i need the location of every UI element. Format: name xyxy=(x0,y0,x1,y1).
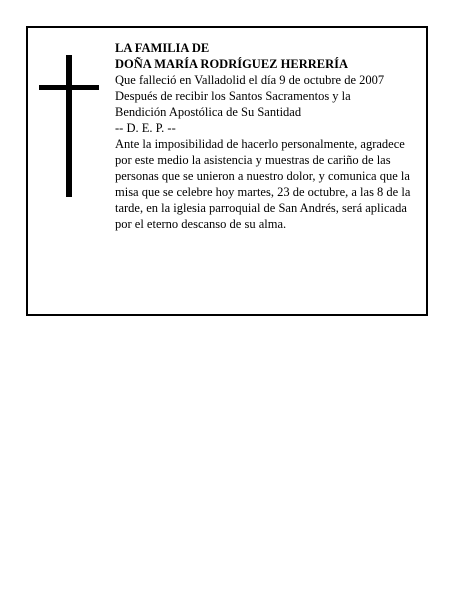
cross-horizontal-bar xyxy=(39,85,99,90)
notice-heading-line-2: DOÑA MARÍA RODRÍGUEZ HERRERÍA xyxy=(115,57,349,71)
latin-cross-icon xyxy=(39,55,99,197)
notice-body: Ante la imposibilidad de hacerlo personalmente, agradece por este medio la asistencia y muestras de cariño de las personas que se unieron a nuestro dolor, y comunica que la misa que se celebre hoy martes, 23 de octubre, a las 8 de la tarde, en la iglesia parroquial de San Andrés, será aplicada por el eterno descanso de su alma. xyxy=(115,137,411,231)
notice-heading-line-1: LA FAMILIA DE xyxy=(115,41,210,55)
death-notice xyxy=(26,26,428,316)
death-place-date: Que falleció en Valladolid el día 9 de octubre de 2007 xyxy=(115,73,385,87)
notice-text xyxy=(115,40,421,232)
rip-line: -- D. E. P. -- xyxy=(115,121,176,135)
sacraments-line: Después de recibir los Santos Sacramentos y la xyxy=(115,89,351,103)
cross-vertical-bar xyxy=(66,55,72,197)
blessing-line: Bendición Apostólica de Su Santidad xyxy=(115,105,302,119)
